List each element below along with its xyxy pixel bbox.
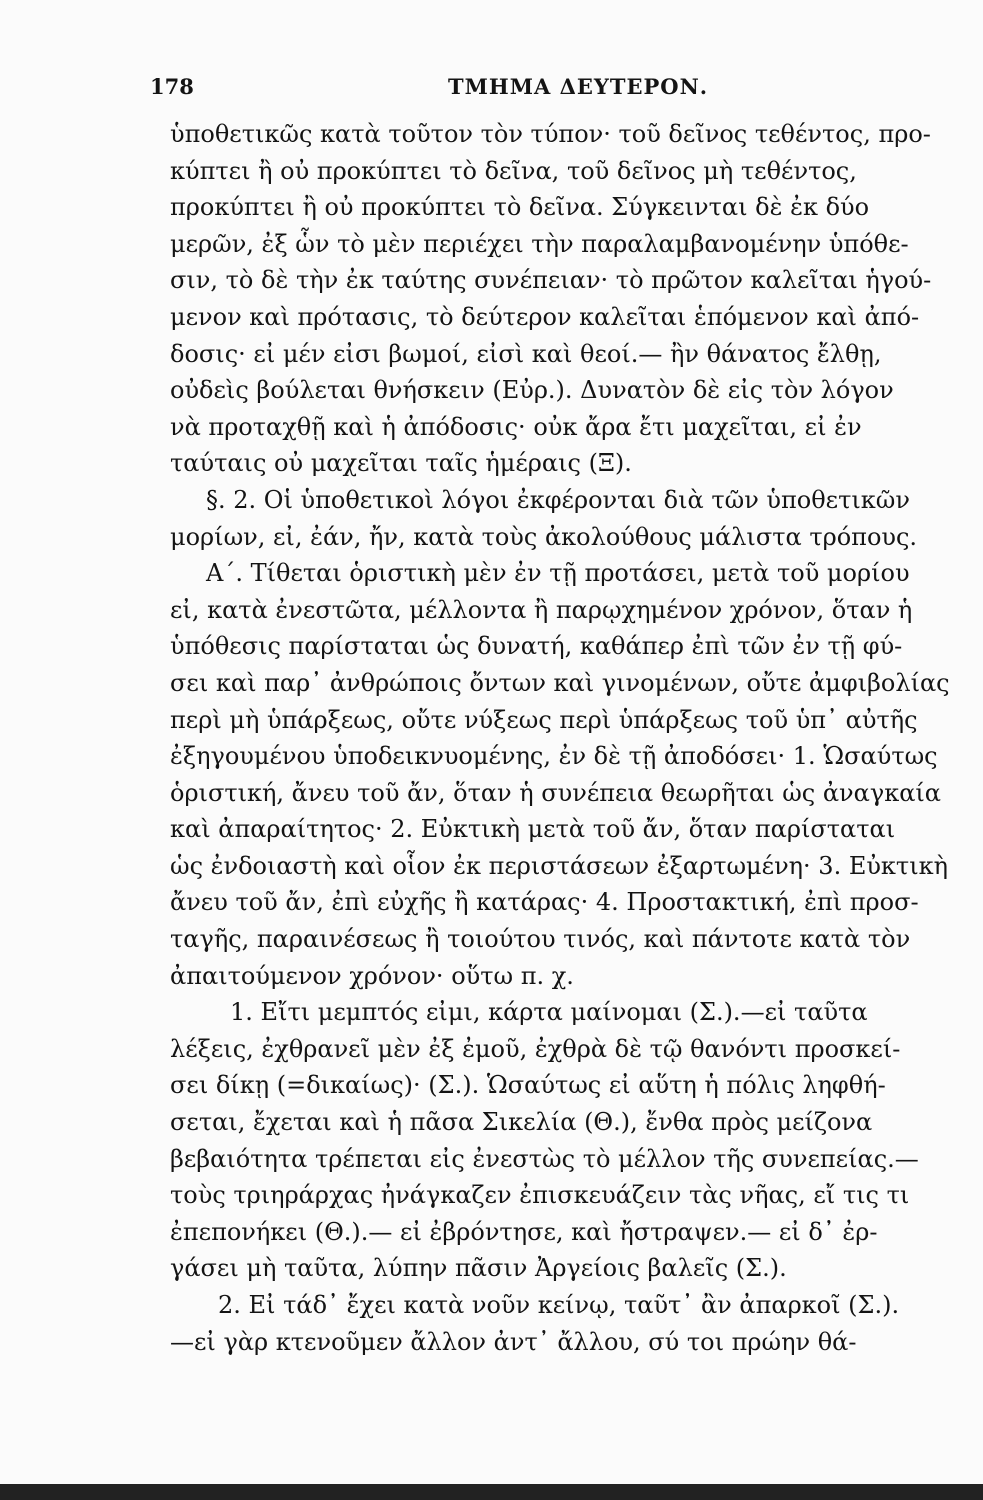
text-line: —εἰ γὰρ κτενοῦμεν ἄλλον ἀντ᾽ ἄλλου, σύ τοι πρώην θά- <box>170 1327 857 1356</box>
text-line: ὑποθετικῶς κατὰ τοῦτον τὸν τύπον· τοῦ δεῖνος τεθέντος, προ- <box>170 120 931 148</box>
text-line: σει δίκῃ (=δικαίως)· (Σ.). Ὡσαύτως εἰ αὕτη ἡ πόλις ληφθή- <box>170 1071 886 1100</box>
running-title: ΤΜΗΜΑ ΔΕΥΤΕΡΟΝ. <box>448 74 709 99</box>
body-text <box>170 116 955 1360</box>
text-line: κύπτει ἢ οὐ προκύπτει τὸ δεῖνα, τοῦ δεῖνος μὴ τεθέντος, <box>170 156 857 185</box>
text-line: νὰ προταχθῇ καὶ ἡ ἀπόδοσις· οὐκ ἄρα ἔτι μαχεῖται, εἰ ἐν <box>170 412 862 441</box>
text-line: λέξεις, ἐχθρανεῖ μὲν ἐξ ἐμοῦ, ἐχθρὰ δὲ τῷ θανόντι προσκεί- <box>170 1034 901 1063</box>
text-line: βεβαιότητα τρέπεται εἰς ἐνεστὼς τὸ μέλλον τῆς συνεπείας.— <box>170 1144 919 1173</box>
text-line: 1. Εἴτι μεμπτός εἰμι, κάρτα μαίνομαι (Σ.).—εἰ ταῦτα <box>230 998 868 1027</box>
text-line: περὶ μὴ ὑπάρξεως, οὔτε νύξεως περὶ ὑπάρξεως τοῦ ὑπ᾽ αὐτῆς <box>170 705 918 734</box>
text-line: ὡς ἐνδοιαστὴ καὶ οἷον ἐκ περιστάσεων ἐξαρτωμένη· 3. Εὐκτικὴ <box>170 851 948 880</box>
text-line: μερῶν, ἐξ ὧν τὸ μὲν περιέχει τὴν παραλαμβανομένην ὑπόθε- <box>170 229 909 258</box>
text-line: γάσει μὴ ταῦτα, λύπην πᾶσιν Ἀργείοις βαλεῖς (Σ.). <box>170 1254 787 1283</box>
text-line: §. 2. Οἱ ὑποθετικοὶ λόγοι ἐκφέρονται διὰ τῶν ὑποθετικῶν <box>206 485 910 514</box>
text-line: ταύταις οὐ μαχεῖται ταῖς ἡμέραις (Ξ). <box>170 449 632 478</box>
text-line: ἐπεπονήκει (Θ.).— εἰ ἐβρόντησε, καὶ ἤστραψεν.— εἰ δ᾽ ἐρ- <box>170 1217 878 1246</box>
text-line: οὐδεὶς βούλεται θνήσκειν (Εὐρ.). Δυνατὸν δὲ εἰς τὸν λόγον <box>170 376 894 405</box>
page-header <box>150 62 940 102</box>
text-line: σει καὶ παρ᾽ ἀνθρώποις ὄντων καὶ γινομένων, οὔτε ἀμφιβολίας <box>170 668 950 697</box>
text-line: δοσις· εἰ μέν εἰσι βωμοί, εἰσὶ καὶ θεοί.— ἢν θάνατος ἔλθῃ, <box>170 339 882 368</box>
page-number: 178 <box>150 74 194 99</box>
text-line: ἀπαιτούμενον χρόνον· οὕτω π. χ. <box>170 961 574 990</box>
text-line: εἰ, κατὰ ἐνεστῶτα, μέλλοντα ἢ παρῳχημένον χρόνον, ὅταν ἡ <box>170 595 913 624</box>
text-line: ταγῆς, παραινέσεως ἢ τοιούτου τινός, καὶ πάντοτε κατὰ τὸν <box>170 925 911 954</box>
text-line: σεται, ἔχεται καὶ ἡ πᾶσα Σικελία (Θ.), ἔνθα πρὸς μείζονα <box>170 1108 873 1137</box>
text-line: σιν, τὸ δὲ τὴν ἐκ ταύτης συνέπειαν· τὸ πρῶτον καλεῖται ἡγού- <box>170 266 932 295</box>
text-line: τοὺς τριηράρχας ἠνάγκαζεν ἐπισκευάζειν τὰς νῆας, εἴ τις τι <box>170 1181 910 1210</box>
text-line: καὶ ἀπαραίτητος· 2. Εὐκτικὴ μετὰ τοῦ ἄν, ὅταν παρίσταται <box>170 815 896 844</box>
text-line: μενον καὶ πρότασις, τὸ δεύτερον καλεῖται ἑπόμενον καὶ ἀπό- <box>170 302 920 331</box>
text-line: 2. Εἰ τάδ᾽ ἔχει κατὰ νοῦν κείνῳ, ταῦτ᾽ ἂν ἀπαρκοῖ (Σ.). <box>218 1291 900 1319</box>
text-line: ἐξηγουμένου ὑποδεικνυομένης, ἐν δὲ τῇ ἀποδόσει· 1. Ὡσαύτως <box>170 742 938 771</box>
text-line: Α΄. Τίθεται ὁριστικὴ μὲν ἐν τῇ προτάσει, μετὰ τοῦ μορίου <box>206 559 910 588</box>
text-line: προκύπτει ἢ οὐ προκύπτει τὸ δεῖνα. Σύγκεινται δὲ ἐκ δύο <box>170 193 870 222</box>
text-line: ὑπόθεσις παρίσταται ὡς δυνατή, καθάπερ ἐπὶ τῶν ἐν τῇ φύ- <box>170 632 903 661</box>
text-line: ἄνευ τοῦ ἄν, ἐπὶ εὐχῆς ἢ κατάρας· 4. Προστακτική, ἐπὶ προσ- <box>170 888 919 917</box>
text-line: ὁριστική, ἄνευ τοῦ ἄν, ὅταν ἡ συνέπεια θεωρῆται ὡς ἀναγκαία <box>170 778 942 807</box>
text-line: μορίων, εἰ, ἐάν, ἤν, κατὰ τοὺς ἀκολούθους μάλιστα τρόπους. <box>170 522 918 551</box>
